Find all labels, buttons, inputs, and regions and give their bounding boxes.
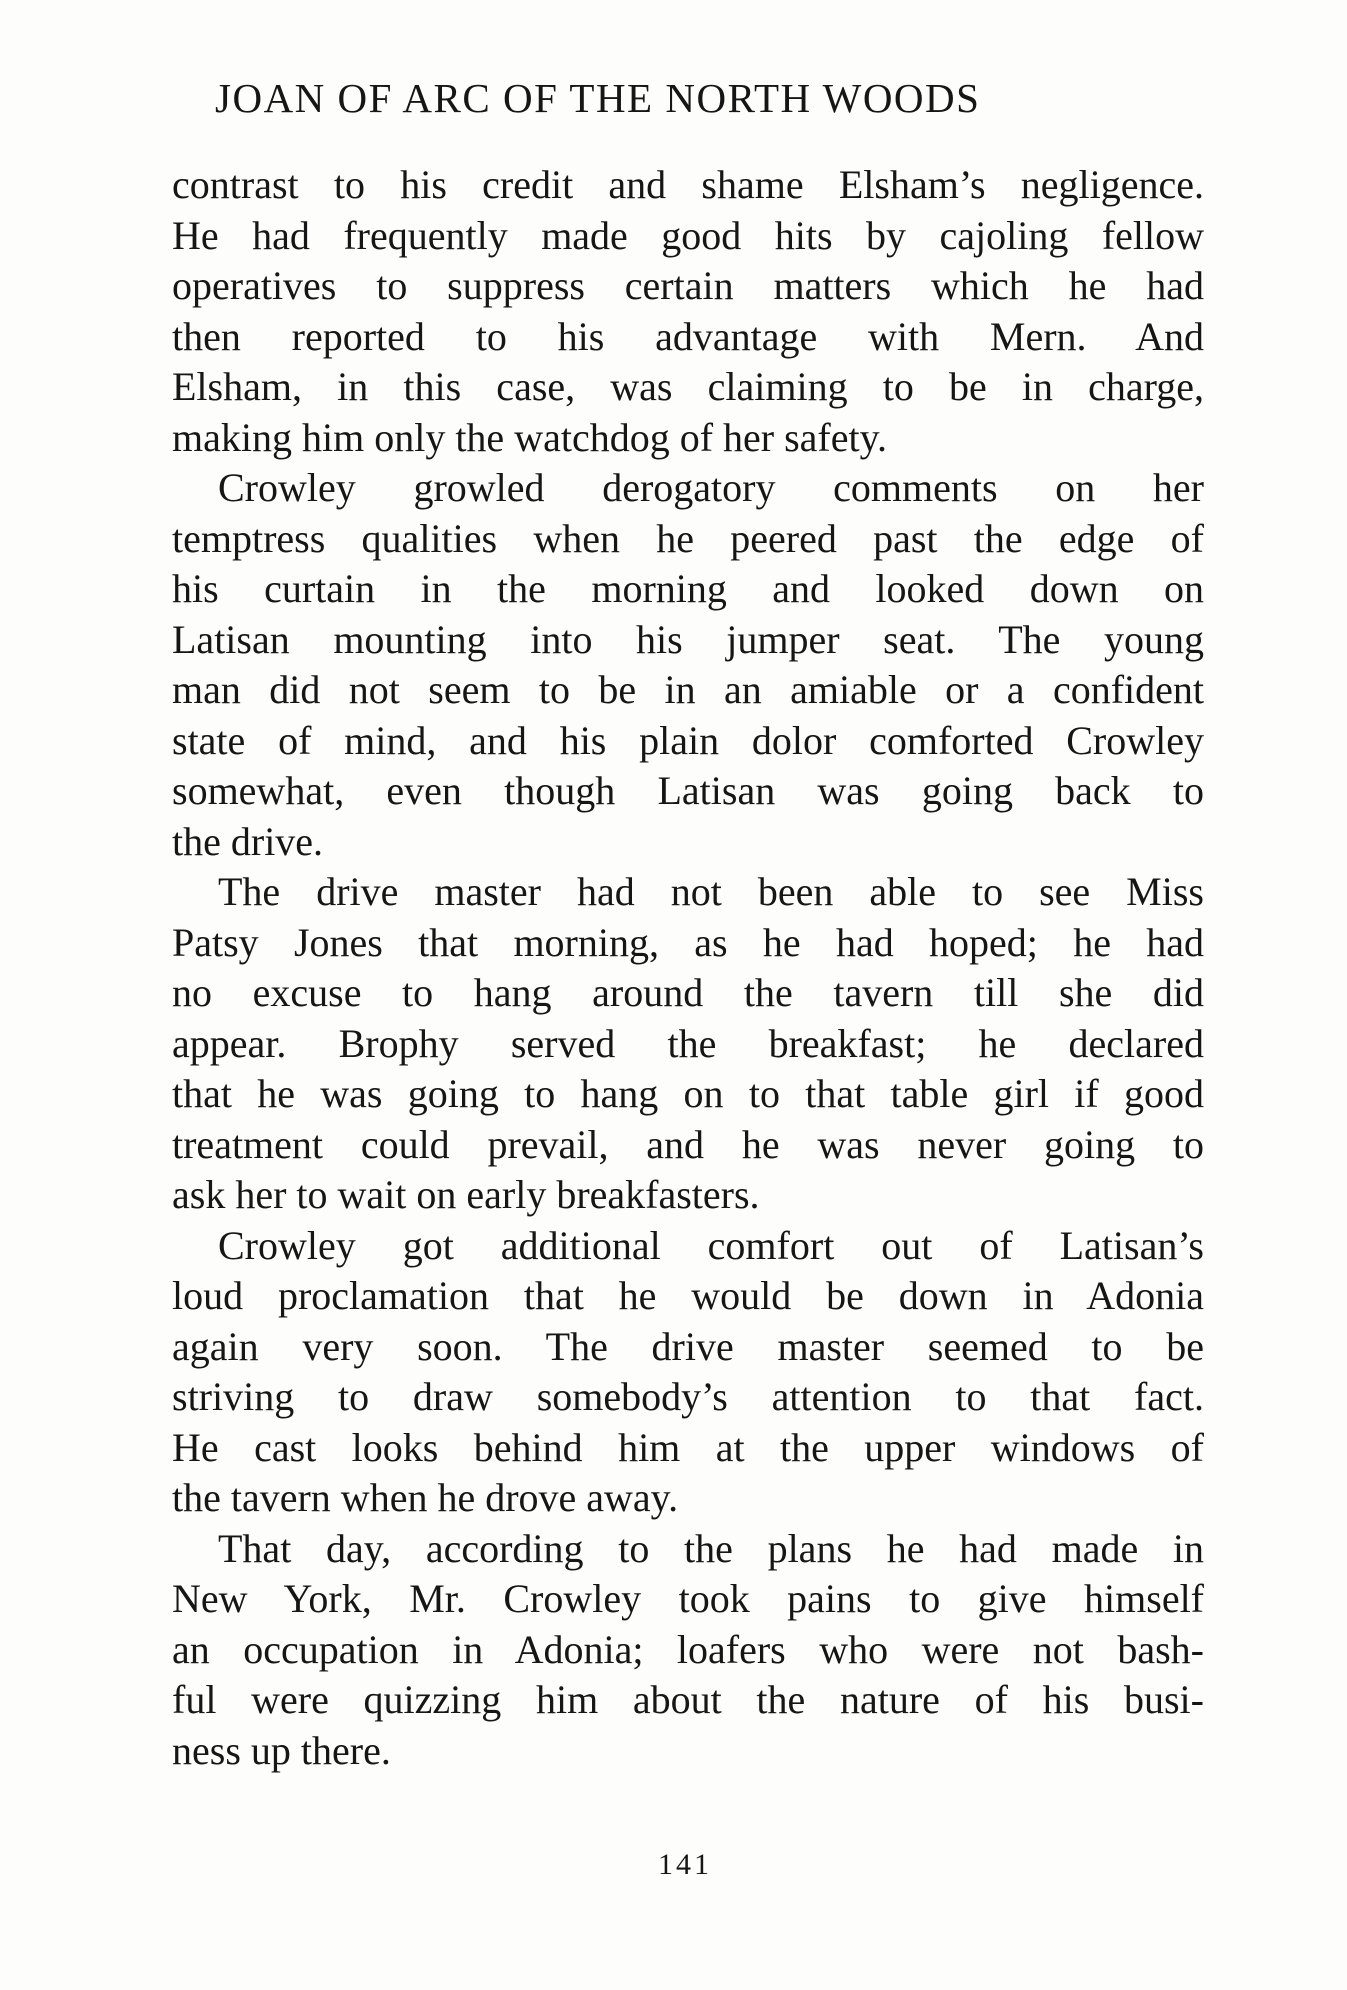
text-line: no excuse to hang around the tavern till she did <box>172 970 1204 1015</box>
text-line: Elsham, in this case, was claiming to be in charge, <box>172 364 1204 409</box>
text-line: operatives to suppress certain matters which he had <box>172 263 1204 308</box>
text-line: making him only the watchdog of her safety. <box>172 414 887 460</box>
paragraph-4 <box>172 1221 1204 1524</box>
text-line: temptress qualities when he peered past the edge of <box>172 515 1204 561</box>
text-line: appear. Brophy served the breakfast; he declared <box>172 1020 1204 1066</box>
paragraph-3 <box>172 867 1204 1221</box>
text-line: loud proclamation that he would be down in Adonia <box>172 1273 1204 1318</box>
text-line: New York, Mr. Crowley took pains to give himself <box>172 1576 1204 1621</box>
text-line: ness up there. <box>172 1727 391 1773</box>
text-line: The drive master had not been able to see Miss <box>218 869 1204 914</box>
text-line: treatment could prevail, and he was never going to <box>172 1121 1204 1167</box>
paragraph-5 <box>172 1524 1204 1777</box>
text-line: That day, according to the plans he had made in <box>218 1525 1204 1571</box>
text-line: somewhat, even though Latisan was going back to <box>172 768 1204 813</box>
text-line: state of mind, and his plain dolor comforted Crowley <box>172 717 1204 763</box>
text-line: again very soon. The drive master seemed to be <box>172 1323 1204 1369</box>
text-line: Crowley growled derogatory comments on her <box>218 465 1204 510</box>
body-text <box>172 160 1204 1776</box>
page-number: 141 <box>658 1848 712 1881</box>
text-line: that he was going to hang on to that table girl if good <box>172 1071 1204 1116</box>
text-line: He had frequently made good hits by cajoling fellow <box>172 212 1204 258</box>
text-line: He cast looks behind him at the upper windows of <box>172 1424 1204 1470</box>
text-line: Patsy Jones that morning, as he had hoped; he had <box>172 919 1204 965</box>
paragraph-2 <box>172 463 1204 867</box>
text-line: then reported to his advantage with Mern. And <box>172 313 1204 359</box>
paragraph-1 <box>172 160 1204 463</box>
text-line: ask her to wait on early breakfasters. <box>172 1172 760 1217</box>
text-line: contrast to his credit and shame Elsham’s negligence. <box>172 162 1204 207</box>
text-line: the tavern when he drove away. <box>172 1475 679 1520</box>
text-line: his curtain in the morning and looked down on <box>172 566 1204 611</box>
text-line: an occupation in Adonia; loafers who were not bash- <box>172 1626 1204 1672</box>
text-line: striving to draw somebody’s attention to that fact. <box>172 1374 1204 1419</box>
text-line: Latisan mounting into his jumper seat. The young <box>172 616 1204 662</box>
text-line: Crowley got additional comfort out of Latisan’s <box>218 1222 1204 1268</box>
text-line: man did not seem to be in an amiable or a confident <box>172 667 1204 712</box>
running-head: JOAN OF ARC OF THE NORTH WOODS <box>215 75 981 121</box>
text-line: the drive. <box>172 818 324 864</box>
text-line: ful were quizzing him about the nature of his busi- <box>172 1677 1204 1722</box>
